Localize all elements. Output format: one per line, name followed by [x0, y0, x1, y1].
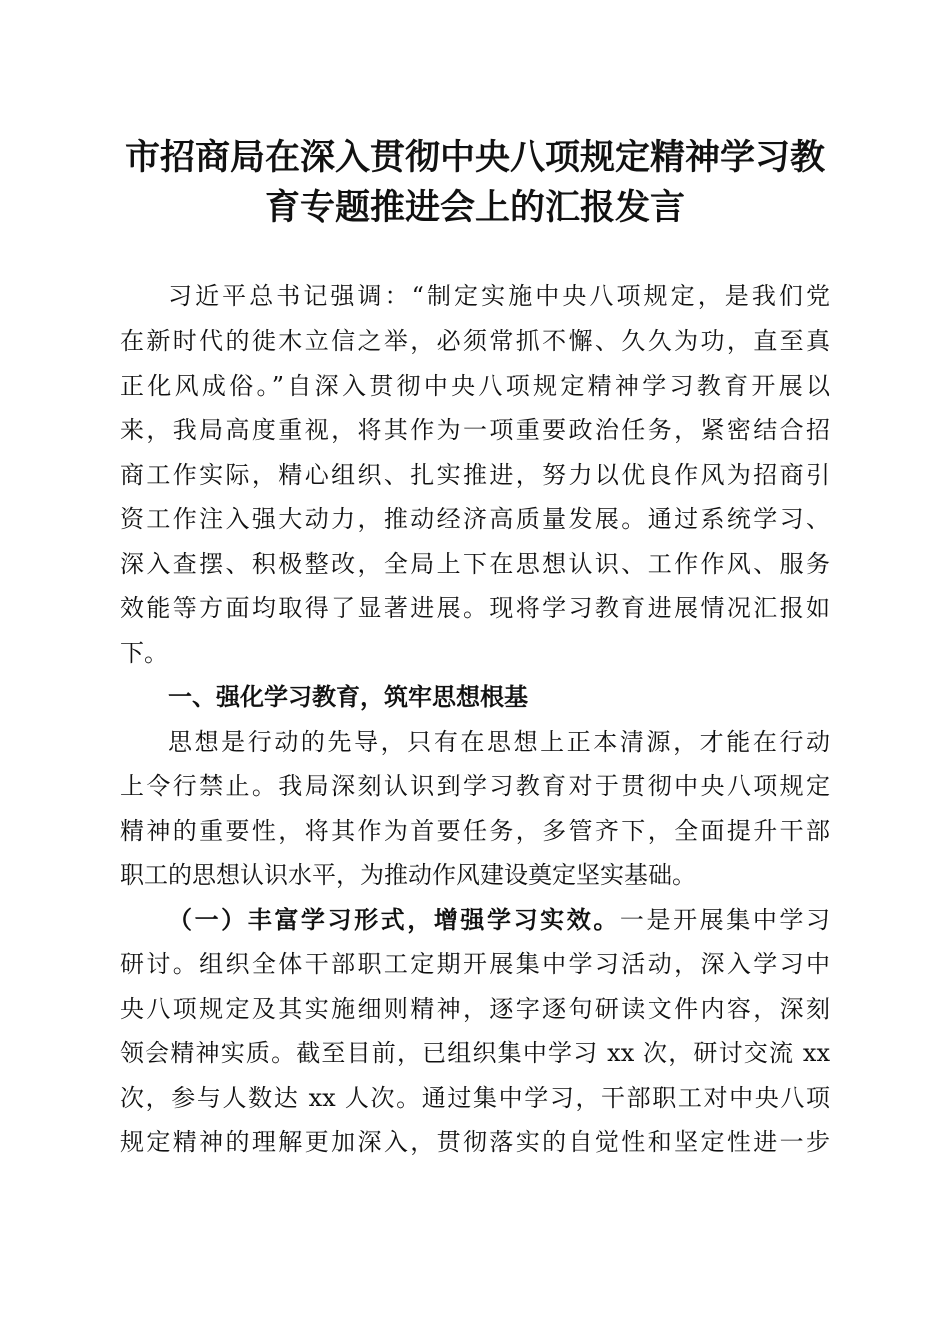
paragraph-1-line-1: 习近平总书记强调：“制定实施中央八项规定，是我们党: [168, 282, 830, 310]
paragraph-3-line-1: [168, 900, 830, 940]
paragraph-2-line-1: 思想是行动的先导，只有在思想上正本清源，才能在行动: [168, 728, 830, 756]
paragraph-1-line-6: 资工作注入强大动力，推动经济高质量发展。通过系统学习、: [120, 505, 830, 533]
paragraph-1-line-9: 下。: [120, 639, 168, 667]
paragraph-3-line-1-text: 一是开展集中学习: [619, 906, 831, 934]
paragraph-1-line-4: 来，我局高度重视，将其作为一项重要政治任务，紧密结合招: [120, 416, 830, 444]
paragraph-3-line-6: 规定精神的理解更加深入，贯彻落实的自觉性和坚定性进一步: [120, 1128, 830, 1156]
paragraph-3-line-2: 研讨。组织全体干部职工定期开展集中学习活动，深入学习中: [120, 950, 830, 978]
paragraph-2-line-2: 上令行禁止。我局深刻认识到学习教育对于贯彻中央八项规定: [120, 772, 830, 800]
paragraph-1-line-3: 正化风成俗。”自深入贯彻中央八项规定精神学习教育开展以: [120, 372, 830, 400]
title-line-2: 育专题推进会上的汇报发言: [264, 187, 685, 228]
section-heading-1: 一、强化学习教育，筑牢思想根基: [168, 683, 528, 711]
paragraph-2-line-3: 精神的重要性，将其作为首要任务，多管齐下，全面提升干部: [120, 817, 830, 845]
paragraph-3-line-3: 央八项规定及其实施细则精神，逐字逐句研读文件内容，深刻: [120, 995, 830, 1023]
paragraph-1-line-5: 商工作实际，精心组织、扎实推进，努力以优良作风为招商引: [120, 461, 830, 489]
paragraph-1-line-8: 效能等方面均取得了显著进展。现将学习教育进展情况汇报如: [120, 594, 830, 622]
paragraph-1-line-7: 深入查摆、积极整改，全局上下在思想认识、工作作风、服务: [120, 550, 830, 578]
paragraph-1-line-2: 在新时代的徙木立信之举，必须常抓不懈、久久为功，直至真: [120, 327, 830, 355]
paragraph-3-line-4: 领会精神实质。截至目前，已组织集中学习 xx 次，研讨交流 xx: [120, 1039, 830, 1067]
paragraph-3-line-5: 次，参与人数达 xx 人次。通过集中学习，干部职工对中央八项: [120, 1084, 830, 1112]
subsection-heading-1: （一）丰富学习形式，增强学习实效。: [168, 905, 620, 934]
document-title: [110, 133, 840, 233]
title-line-1: 市招商局在深入贯彻中央八项规定精神学习教: [124, 137, 825, 178]
paragraph-2-line-4: 职工的思想认识水平，为推动作风建设奠定坚实基础。: [120, 861, 696, 889]
